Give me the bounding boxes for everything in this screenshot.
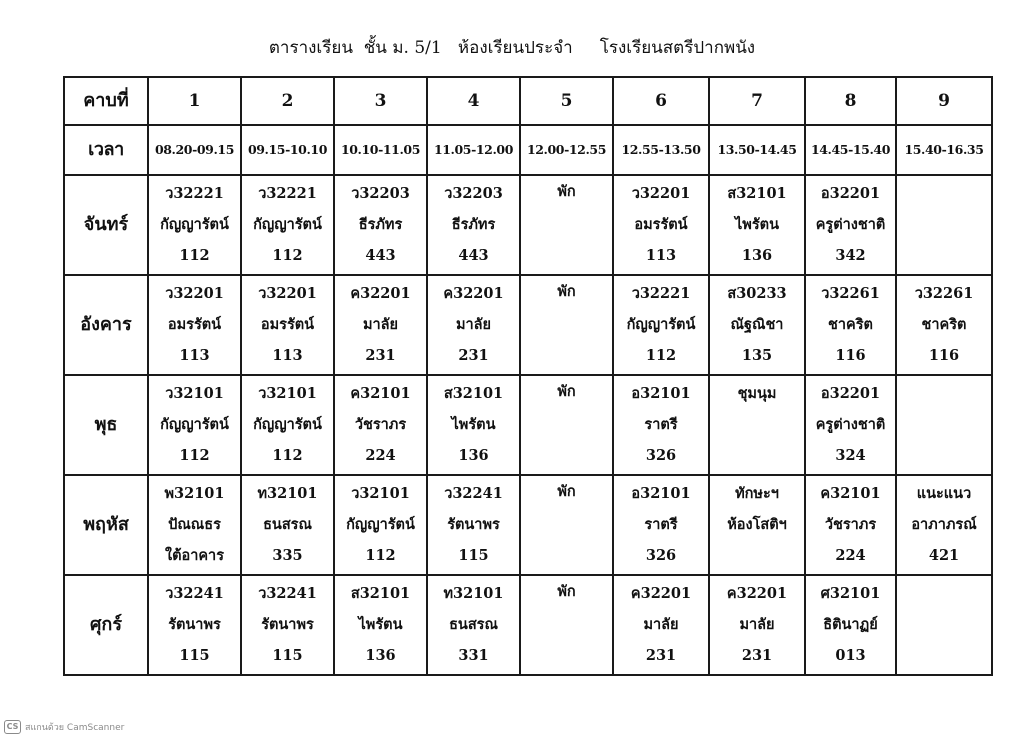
subject-code: แนะแนว bbox=[916, 485, 972, 502]
schedule-cell bbox=[709, 575, 805, 675]
subject-code: ค32201 bbox=[350, 285, 411, 302]
time-slot: 10.10-11.05 bbox=[334, 125, 427, 175]
teacher-name: ครูต่างชาติ bbox=[815, 216, 886, 233]
empty-cell bbox=[896, 375, 992, 475]
schedule-cell bbox=[241, 575, 334, 675]
teacher-name: มาลัย bbox=[739, 616, 775, 633]
subject-code: ค32201 bbox=[630, 585, 692, 602]
subject-code: ค32201 bbox=[443, 285, 504, 302]
teacher-name: รัตนาพร bbox=[168, 616, 221, 633]
camscanner-watermark bbox=[4, 719, 124, 735]
schedule-cell bbox=[613, 375, 709, 475]
room-number: 115 bbox=[272, 647, 303, 664]
subject-code: ว32101 bbox=[351, 485, 410, 502]
teacher-name: ณัฐณิชา bbox=[730, 316, 784, 333]
period-number: 6 bbox=[613, 77, 709, 125]
room-number: 342 bbox=[835, 247, 866, 264]
teacher-name: ธิตินาฏย์ bbox=[823, 616, 878, 633]
room-number: 116 bbox=[835, 347, 866, 364]
room-number: 112 bbox=[645, 347, 677, 364]
room-number: 326 bbox=[645, 447, 677, 464]
schedule-cell bbox=[334, 375, 427, 475]
day-label: ศุกร์ bbox=[64, 575, 148, 675]
period-number: 9 bbox=[896, 77, 992, 125]
room-number: 113 bbox=[272, 347, 303, 364]
day-row bbox=[64, 275, 992, 375]
subject-code: ว32203 bbox=[444, 185, 503, 202]
schedule-cell bbox=[241, 375, 334, 475]
subject-code: ศ32101 bbox=[820, 585, 881, 602]
schedule-cell bbox=[427, 375, 520, 475]
time-slot: 09.15-10.10 bbox=[241, 125, 334, 175]
schedule-cell bbox=[613, 575, 709, 675]
period-number: 7 bbox=[709, 77, 805, 125]
empty-cell bbox=[896, 575, 992, 675]
teacher-name: อมรรัตน์ bbox=[260, 316, 315, 333]
page-title: ตารางเรียน ชั้น ม. 5/1 ห้องเรียนประจำ โรงเรียนสตรีปากพนัง bbox=[268, 38, 756, 58]
time-slot: 13.50-14.45 bbox=[709, 125, 805, 175]
schedule-cell bbox=[613, 175, 709, 275]
schedule-cell bbox=[148, 375, 241, 475]
subject-code: ชุมนุม bbox=[737, 385, 777, 402]
subject-code: ว32221 bbox=[258, 185, 317, 202]
room-number: 115 bbox=[458, 547, 489, 564]
subject-code: ว32201 bbox=[258, 285, 317, 302]
teacher-name: ธีรภัทร bbox=[358, 216, 403, 233]
teacher-name: ธนสรณ bbox=[449, 616, 498, 633]
teacher-name: กัญญารัตน์ bbox=[160, 416, 229, 433]
schedule-cell bbox=[520, 375, 613, 475]
teacher-name: วัชราภร bbox=[354, 416, 407, 433]
teacher-name: ชาคริต bbox=[828, 316, 873, 333]
room-number: 136 bbox=[365, 647, 396, 664]
teacher-name: ห้องโสติฯ bbox=[727, 516, 787, 533]
teacher-name: มาลัย bbox=[643, 616, 679, 633]
schedule-cell bbox=[520, 575, 613, 675]
schedule-cell bbox=[520, 175, 613, 275]
subject-code: ว32241 bbox=[165, 585, 224, 602]
subject-code: ค32101 bbox=[820, 485, 881, 502]
teacher-name: รัตนาพร bbox=[261, 616, 314, 633]
subject-code: ท32101 bbox=[443, 585, 504, 602]
subject-code: ว32101 bbox=[165, 385, 224, 402]
room-number: 331 bbox=[458, 647, 489, 664]
subject-code: ค32101 bbox=[350, 385, 411, 402]
room-number: 135 bbox=[741, 347, 773, 364]
subject-code: ว32203 bbox=[351, 185, 410, 202]
schedule-cell bbox=[148, 175, 241, 275]
subject-code: ว32221 bbox=[631, 285, 691, 302]
teacher-name: กัญญารัตน์ bbox=[626, 316, 696, 333]
day-label: อังคาร bbox=[64, 275, 148, 375]
day-label: พุธ bbox=[64, 375, 148, 475]
subject-code: ค32201 bbox=[726, 585, 788, 602]
room-number: 112 bbox=[365, 547, 396, 564]
time-slot: 12.55-13.50 bbox=[613, 125, 709, 175]
subject-code: ว32101 bbox=[258, 385, 317, 402]
subject-code: ว32261 bbox=[821, 285, 880, 302]
room-number: 335 bbox=[272, 547, 303, 564]
teacher-name: กัญญารัตน์ bbox=[253, 416, 322, 433]
period-header-row bbox=[64, 77, 992, 125]
time-row bbox=[64, 125, 992, 175]
schedule-cell bbox=[520, 475, 613, 575]
period-number: 4 bbox=[427, 77, 520, 125]
room-number: 224 bbox=[365, 447, 396, 464]
schedule-cell bbox=[241, 175, 334, 275]
camscanner-text: สแกนด้วย CamScanner bbox=[25, 723, 125, 733]
schedule-cell bbox=[709, 475, 805, 575]
teacher-name: ไพรัตน bbox=[451, 416, 496, 433]
room-number: 113 bbox=[179, 347, 210, 364]
room-number: 112 bbox=[179, 247, 210, 264]
teacher-name: กัญญารัตน์ bbox=[160, 216, 229, 233]
schedule-cell bbox=[709, 375, 805, 475]
room-number: 443 bbox=[365, 247, 396, 264]
period-number: 5 bbox=[520, 77, 613, 125]
subject-code: ว32241 bbox=[444, 485, 503, 502]
schedule-cell bbox=[709, 175, 805, 275]
break-label: พัก bbox=[557, 482, 576, 500]
subject-code: ส32101 bbox=[727, 185, 787, 202]
schedule-cell bbox=[805, 275, 896, 375]
time-label: เวลา bbox=[64, 125, 148, 175]
room-number: 231 bbox=[645, 647, 677, 664]
timetable bbox=[63, 76, 993, 676]
room-number: 013 bbox=[835, 647, 866, 664]
teacher-name: กัญญารัตน์ bbox=[253, 216, 322, 233]
subject-code: ว32221 bbox=[165, 185, 224, 202]
period-label: คาบที่ bbox=[64, 77, 148, 125]
schedule-cell bbox=[613, 475, 709, 575]
room-number: 113 bbox=[645, 247, 677, 264]
teacher-name: อมรรัตน์ bbox=[634, 216, 688, 233]
period-number: 2 bbox=[241, 77, 334, 125]
schedule-cell bbox=[805, 375, 896, 475]
subject-code: อ32101 bbox=[631, 485, 691, 502]
empty-cell bbox=[896, 175, 992, 275]
schedule-cell bbox=[427, 275, 520, 375]
room-number: 112 bbox=[272, 247, 303, 264]
teacher-name: อาภาภรณ์ bbox=[911, 516, 977, 533]
schedule-cell bbox=[427, 475, 520, 575]
schedule-cell bbox=[427, 175, 520, 275]
time-slot: 12.00-12.55 bbox=[520, 125, 613, 175]
teacher-name: ครูต่างชาติ bbox=[815, 416, 886, 433]
teacher-name: ธีรภัทร bbox=[451, 216, 496, 233]
teacher-name: ชาคริต bbox=[921, 316, 967, 333]
teacher-name: ราตรี bbox=[644, 416, 678, 433]
teacher-name: ราตรี bbox=[644, 516, 678, 533]
teacher-name: อมรรัตน์ bbox=[167, 316, 222, 333]
schedule-cell bbox=[148, 475, 241, 575]
schedule-cell bbox=[334, 275, 427, 375]
teacher-name: ไพรัตน bbox=[358, 616, 403, 633]
schedule-cell bbox=[241, 475, 334, 575]
teacher-name: รัตนาพร bbox=[447, 516, 500, 533]
day-label: จันทร์ bbox=[64, 175, 148, 275]
schedule-cell bbox=[805, 575, 896, 675]
schedule-cell bbox=[334, 575, 427, 675]
break-label: พัก bbox=[557, 282, 576, 300]
teacher-name: ธนสรณ bbox=[263, 516, 312, 533]
room-number: 324 bbox=[835, 447, 866, 464]
room-number: 116 bbox=[928, 347, 960, 364]
room-number: 224 bbox=[835, 547, 866, 564]
subject-code: พ32101 bbox=[164, 485, 225, 502]
schedule-cell bbox=[334, 175, 427, 275]
subject-code: ว32201 bbox=[631, 185, 691, 202]
schedule-cell bbox=[334, 475, 427, 575]
teacher-name: มาลัย bbox=[362, 316, 399, 333]
subject-code: ท32101 bbox=[257, 485, 318, 502]
subject-code: อ32101 bbox=[631, 385, 691, 402]
schedule-cell bbox=[709, 275, 805, 375]
break-label: พัก bbox=[557, 382, 576, 400]
teacher-name: กัญญารัตน์ bbox=[346, 516, 415, 533]
room-number: ใต้อาคาร bbox=[165, 547, 224, 564]
schedule-cell bbox=[805, 475, 896, 575]
subject-code: ว32201 bbox=[165, 285, 224, 302]
camscanner-logo-icon: CS bbox=[4, 720, 21, 734]
time-slot: 14.45-15.40 bbox=[805, 125, 896, 175]
time-slot: 11.05-12.00 bbox=[427, 125, 520, 175]
schedule-cell bbox=[427, 575, 520, 675]
schedule-cell bbox=[613, 275, 709, 375]
period-number: 1 bbox=[148, 77, 241, 125]
room-number: 112 bbox=[272, 447, 303, 464]
schedule-cell bbox=[520, 275, 613, 375]
teacher-name: ปัณณธร bbox=[168, 516, 221, 533]
period-number: 8 bbox=[805, 77, 896, 125]
room-number: 231 bbox=[741, 647, 773, 664]
room-number: 326 bbox=[645, 547, 677, 564]
subject-code: ว32241 bbox=[258, 585, 317, 602]
day-row bbox=[64, 575, 992, 675]
subject-code: ว32261 bbox=[914, 285, 974, 302]
time-slot: 08.20-09.15 bbox=[148, 125, 241, 175]
teacher-name: ไพรัตน bbox=[735, 216, 779, 233]
schedule-cell bbox=[148, 275, 241, 375]
room-number: 112 bbox=[179, 447, 210, 464]
room-number: 231 bbox=[365, 347, 396, 364]
day-row bbox=[64, 475, 992, 575]
subject-code: ส32101 bbox=[350, 585, 411, 602]
room-number: 136 bbox=[741, 247, 773, 264]
teacher-name: มาลัย bbox=[455, 316, 492, 333]
subject-code: ส30233 bbox=[727, 285, 787, 302]
schedule-cell bbox=[896, 475, 992, 575]
schedule-cell bbox=[241, 275, 334, 375]
room-number: 136 bbox=[458, 447, 489, 464]
room-number: 443 bbox=[458, 247, 489, 264]
room-number: 421 bbox=[928, 547, 960, 564]
schedule-cell bbox=[148, 575, 241, 675]
break-label: พัก bbox=[557, 582, 576, 600]
time-slot: 15.40-16.35 bbox=[896, 125, 992, 175]
day-row bbox=[64, 375, 992, 475]
subject-code: ทักษะฯ bbox=[735, 485, 779, 502]
break-label: พัก bbox=[557, 182, 576, 200]
period-number: 3 bbox=[334, 77, 427, 125]
schedule-cell bbox=[896, 275, 992, 375]
room-number: 115 bbox=[179, 647, 210, 664]
subject-code: อ32201 bbox=[820, 185, 881, 202]
subject-code: ส32101 bbox=[443, 385, 504, 402]
subject-code: อ32201 bbox=[820, 385, 881, 402]
day-label: พฤหัส bbox=[64, 475, 148, 575]
room-number: 231 bbox=[458, 347, 489, 364]
teacher-name: วัชราภร bbox=[824, 516, 877, 533]
day-row bbox=[64, 175, 992, 275]
schedule-cell bbox=[805, 175, 896, 275]
